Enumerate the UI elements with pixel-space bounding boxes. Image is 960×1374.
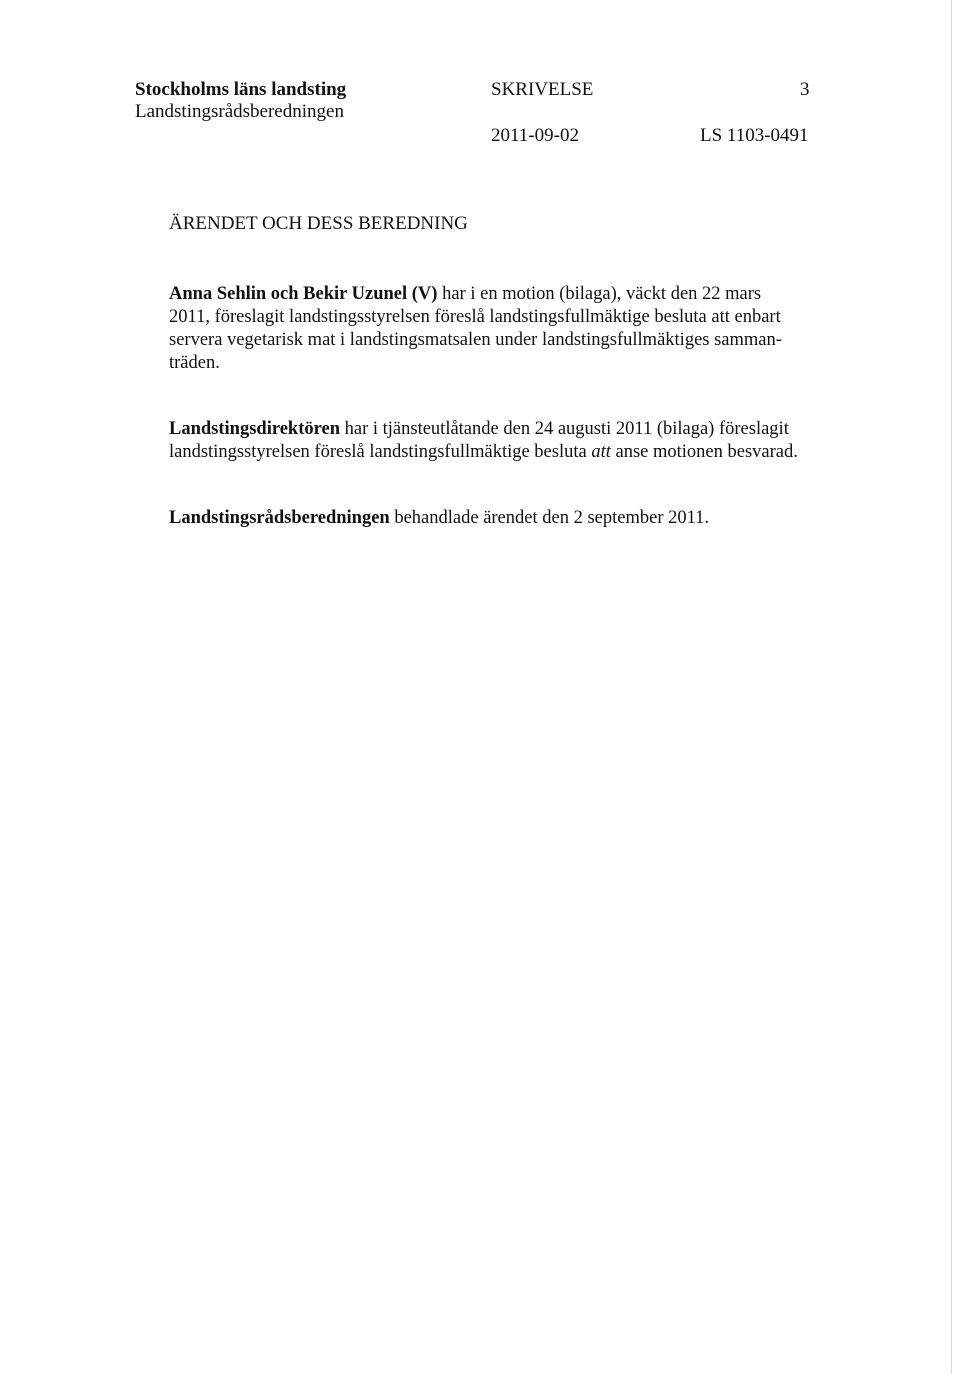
- paragraph-motion: [169, 283, 829, 375]
- document-date: 2011-09-02: [491, 125, 579, 146]
- paragraph-director-statement: [169, 418, 829, 464]
- paragraph-line: servera vegetarisk mat i landstingsmatsalen under landstingsfullmäktiges samman-: [169, 330, 782, 350]
- paragraph-text: har i tjänsteutlåtande den 24 augusti 2011 (bilaga) föreslagit: [340, 419, 789, 439]
- paragraph-line: [169, 507, 829, 530]
- reference-number: LS 1103-0491: [700, 125, 809, 146]
- paragraph-line: träden.: [169, 353, 220, 373]
- organization-name: Stockholms läns landsting: [135, 79, 347, 100]
- paragraph-line: [169, 418, 829, 441]
- actor-name: Landstingsrådsberedningen: [169, 508, 390, 528]
- paragraph-text: behandlade ärendet den 2 september 2011.: [389, 508, 710, 528]
- document-type: SKRIVELSE: [491, 79, 594, 100]
- section-heading: ÄRENDET OCH DESS BEREDNING: [169, 213, 468, 234]
- department-name: Landstingsrådsberedningen: [135, 101, 344, 122]
- page-number: 3: [800, 79, 810, 100]
- actor-name: Landstingsdirektören: [169, 419, 340, 439]
- emphasized-word: att: [591, 442, 611, 462]
- paragraph-text: anse motionen besvarad.: [610, 442, 798, 462]
- paragraph-line: [169, 441, 829, 464]
- paragraph-line: 2011, föreslagit landstingsstyrelsen föreslå landstingsfullmäktige besluta att enbart: [169, 307, 781, 327]
- paragraph-line: [169, 283, 829, 306]
- paragraph-preparation: [169, 507, 829, 530]
- paragraph-text: har i en motion (bilaga), väckt den 22 mars: [437, 284, 762, 304]
- paragraph-text: landstingsstyrelsen föreslå landstingsfullmäktige besluta: [169, 442, 592, 462]
- actor-name: Anna Sehlin och Bekir Uzunel (V): [169, 284, 438, 304]
- scan-edge-line: [951, 0, 952, 1374]
